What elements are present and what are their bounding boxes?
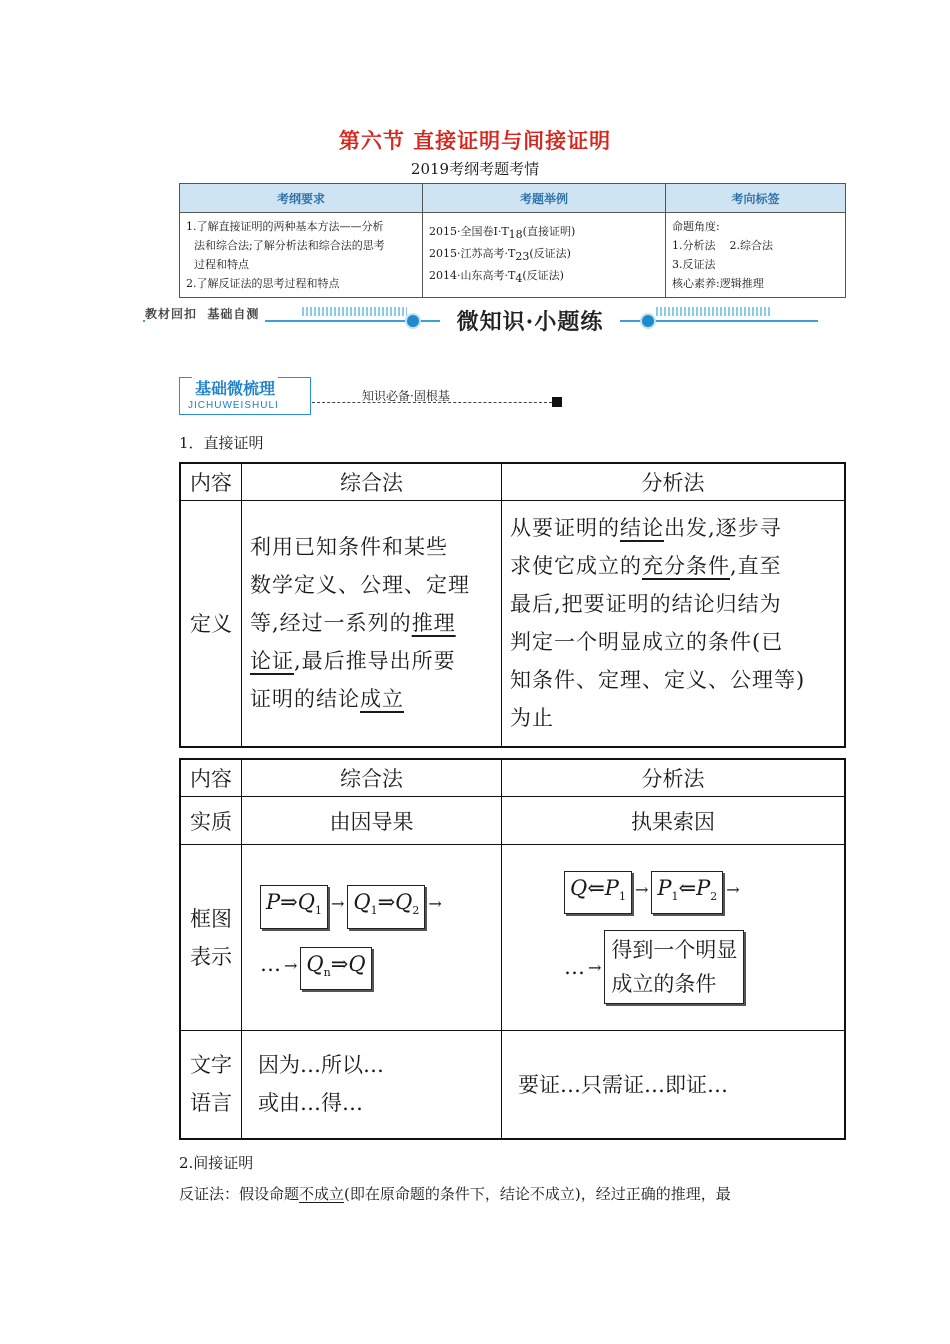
list-item: 1.分析法 2.综合法 bbox=[672, 239, 773, 252]
subhead-tag: 知识必备·固根基 bbox=[362, 389, 450, 403]
subhead-pinyin: JICHUWEISHULI bbox=[188, 400, 279, 411]
subhead-title: 基础微梳理 bbox=[192, 376, 278, 399]
flow-box: $P_1⇐P_2$ bbox=[651, 871, 723, 914]
arrow-right-icon: → bbox=[726, 879, 740, 899]
arrow-right-icon: → bbox=[428, 894, 442, 914]
exam-tags bbox=[666, 213, 846, 298]
banner-ball-right bbox=[640, 313, 656, 329]
list-item: 2015·江苏高考$\cdot T_{23}$(反证法) bbox=[429, 246, 571, 264]
exam-table bbox=[179, 183, 846, 298]
exam-header-tags: 考向标签 bbox=[666, 184, 846, 213]
section-heading-indirect: 2.间接证明 bbox=[179, 1154, 254, 1172]
table1-header-analytic: 分析法 bbox=[502, 463, 846, 501]
list-item: 3.反证法 bbox=[672, 258, 716, 271]
table2-header-content: 内容 bbox=[180, 759, 242, 797]
table2-header-analytic: 分析法 bbox=[502, 759, 846, 797]
comparison-table bbox=[179, 758, 846, 1140]
table-row bbox=[180, 213, 846, 298]
table-row bbox=[180, 845, 845, 1031]
essence-synthetic: 由因导果 bbox=[242, 797, 502, 845]
language-analytic: 要证…只需证…即证… bbox=[502, 1031, 846, 1139]
table1-row-label: 定义 bbox=[180, 501, 242, 747]
language-label: 文字 语言 bbox=[180, 1031, 242, 1139]
subhead-dash-line bbox=[312, 402, 552, 403]
exam-table-header bbox=[180, 184, 846, 213]
table1-header-synthetic: 综合法 bbox=[242, 463, 502, 501]
table1-header-content: 内容 bbox=[180, 463, 242, 501]
table-row bbox=[180, 501, 845, 747]
flow-box: $Q_n\Rightarrow Q$ bbox=[300, 947, 371, 990]
banner-left-label: 教材回扣 基础自测 bbox=[145, 305, 265, 322]
flow-box: $Q_1\Rightarrow Q_2$ bbox=[347, 885, 425, 928]
arrow-right-icon: → bbox=[330, 894, 345, 914]
list-item: 法和综合法;了解分析法和综合法的思考 bbox=[194, 239, 385, 252]
banner-title: 微知识·小题练 bbox=[440, 305, 620, 336]
list-item: 过程和特点 bbox=[194, 258, 249, 271]
table-row bbox=[180, 463, 845, 501]
essence-label: 实质 bbox=[180, 797, 242, 845]
list-item: 核心素养:逻辑推理 bbox=[672, 277, 764, 290]
table-row bbox=[180, 1031, 845, 1139]
section-heading-direct: 1．直接证明 bbox=[179, 434, 264, 452]
analytic-flow-diagram: $Q⇐P_1$ → $P_1⇐P_2$ → … → 得到一个明显 成立的条件 bbox=[502, 845, 846, 1031]
list-item: 2015·全国卷$Ⅰ\cdot T_{18}$(直接证明) bbox=[429, 224, 576, 241]
table-row bbox=[180, 759, 845, 797]
page-subtitle: 2019考纲考题考情 bbox=[410, 160, 540, 178]
arrow-right-icon: → bbox=[284, 955, 298, 975]
exam-header-requirement: 考纲要求 bbox=[180, 184, 423, 213]
contradiction-paragraph: 反证法：假设命题不成立(即在原命题的条件下，结论不成立)，经过正确的推理，最 bbox=[179, 1185, 731, 1203]
synthetic-flow-diagram: $P\Rightarrow Q_1$ → $Q_1\Rightarrow Q_2$ → … → $Q_n\Rightarrow Q$ bbox=[242, 845, 502, 1031]
analytic-definition: 从要证明的结论出发,逐步寻 求使它成立的充分条件,直至 最后,把要证明的结论归结为 判定一个明显成立的条件(已 知条件、定理、定义、公理等) 为止 bbox=[502, 501, 846, 747]
synthetic-definition: 利用已知条件和某些 数学定义、公理、定理 等,经过一系列的推理 论证,最后推导出所要 证明的结论成立 bbox=[242, 501, 502, 747]
banner-dots-right bbox=[656, 307, 771, 316]
language-synthetic: 因为…所以… 或由…得… bbox=[242, 1031, 502, 1139]
arrow-right-icon: → bbox=[634, 879, 649, 899]
diagram-label: 框图 表示 bbox=[180, 845, 242, 1031]
definition-table bbox=[179, 462, 846, 748]
list-item: 2014·山东高考$\cdot T_4$(反证法) bbox=[429, 269, 564, 286]
essence-analytic: 执果索因 bbox=[502, 797, 846, 845]
subhead-square-icon bbox=[552, 397, 562, 407]
table2-header-synthetic: 综合法 bbox=[242, 759, 502, 797]
exam-requirements bbox=[180, 213, 423, 298]
flow-box: $P\Rightarrow Q_1$ bbox=[260, 885, 328, 928]
table-row bbox=[180, 797, 845, 845]
banner-dots-left bbox=[302, 307, 407, 316]
flow-box-final: 得到一个明显 成立的条件 bbox=[604, 930, 744, 1004]
list-item: 命题角度: bbox=[672, 220, 720, 233]
exam-header-examples: 考题举例 bbox=[423, 184, 666, 213]
list-item: 2.了解反证法的思考过程和特点 bbox=[186, 277, 340, 290]
flow-box: $Q⇐P_1$ bbox=[564, 871, 632, 914]
page-title: 第六节 直接证明与间接证明 bbox=[338, 128, 612, 153]
list-item: 1.了解直接证明的两种基本方法——分析 bbox=[186, 220, 384, 233]
exam-examples bbox=[423, 213, 666, 298]
banner-ball-left bbox=[405, 313, 421, 329]
arrow-right-icon: → bbox=[588, 957, 602, 977]
